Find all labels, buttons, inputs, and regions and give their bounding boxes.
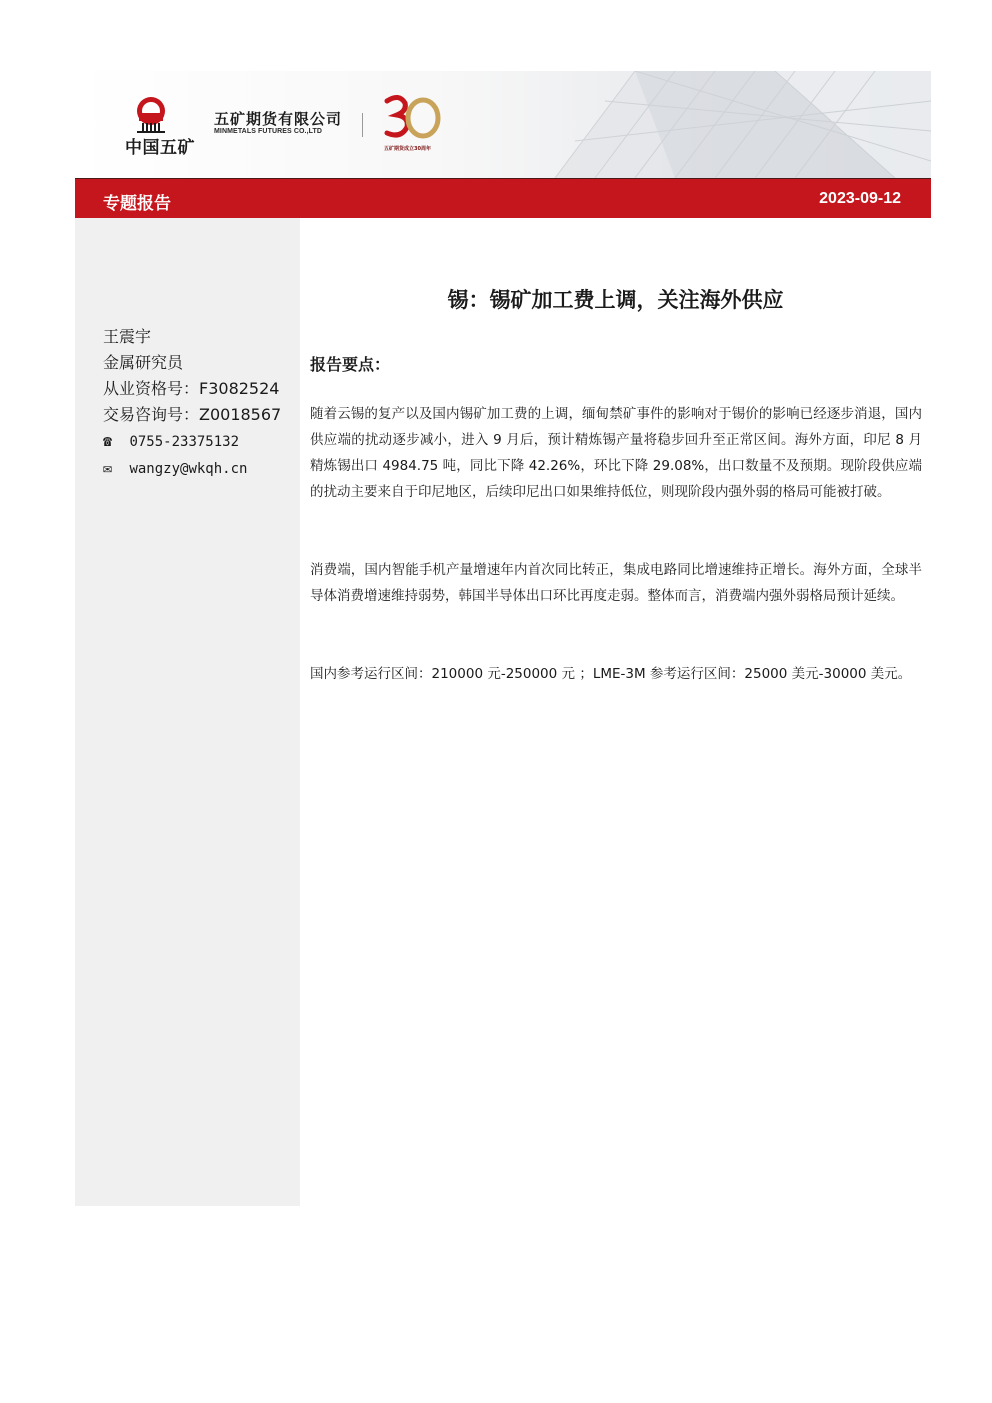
building-background-image bbox=[75, 71, 931, 178]
author-name: 王震宇 bbox=[103, 327, 152, 346]
author-sidebar bbox=[75, 218, 300, 1206]
anniversary-text: 五矿期货成立30周年 bbox=[384, 146, 431, 152]
paragraph-supply: 随着云锡的复产以及国内锡矿加工费的上调，缅甸禁矿事件的影响对于锡价的影响已经逐步消退，国内供应端的扰动逐步减小，进入 9 月后，预计精炼锡产量将稳步回升至正常区间。海外方面，印尼 8 月精炼锡出口 4984.75 吨，同比下降 42.26%，环比下降 29.08%，出口数量不及预期。现阶段供应端的扰动主要来自于印尼地区，后续印尼出口如果维持低位，则现阶段内强外弱的格局可能被打破。 bbox=[310, 406, 922, 500]
section-heading: 报告要点： bbox=[310, 355, 391, 374]
company-name-cn: 五矿期货有限公司 bbox=[214, 110, 343, 128]
report-date: 2023-09-12 bbox=[819, 190, 901, 207]
company-name-en: MINMETALS FUTURES CO.,LTD bbox=[214, 128, 323, 135]
author-email-row[interactable] bbox=[103, 455, 281, 482]
author-info bbox=[103, 324, 281, 482]
report-type-bar bbox=[75, 178, 931, 218]
anniversary-caption bbox=[384, 145, 431, 152]
author-phone: 0755-23375132 bbox=[129, 434, 240, 450]
paragraph-demand: 消费端，国内智能手机产量增速年内首次同比转正，集成电路同比增速维持正增长。海外方面，全球半导体消费增速维持弱势，韩国半导体出口环比再度走弱。整体而言，消费端内强外弱格局预计延续。 bbox=[310, 562, 922, 604]
author-consulting-number: 交易咨询号：Z0018567 bbox=[103, 405, 282, 424]
report-type-label: 专题报告 bbox=[103, 194, 171, 214]
paragraph-price-range: 国内参考运行区间：210000 元-250000 元 ；LME-3M 参考运行区间：25000 美元-30000 美元。 bbox=[310, 666, 912, 682]
author-role: 金属研究员 bbox=[103, 353, 184, 372]
banner-divider bbox=[362, 113, 363, 137]
email-icon: ✉ bbox=[103, 459, 113, 477]
author-phone-row bbox=[103, 428, 281, 455]
author-email-link[interactable]: wangzy@wkqh.cn bbox=[129, 461, 248, 477]
author-qualification: 从业资格号：F3082524 bbox=[103, 379, 280, 398]
report-title: 锡：锡矿加工费上调，关注海外供应 bbox=[447, 288, 784, 312]
header-banner bbox=[75, 71, 931, 178]
phone-icon: ☎ bbox=[103, 432, 113, 450]
anniversary-30-logo-icon bbox=[381, 93, 443, 143]
minmetals-logo-icon bbox=[123, 93, 179, 137]
logo-wordmark: 中国五矿 bbox=[125, 138, 195, 158]
